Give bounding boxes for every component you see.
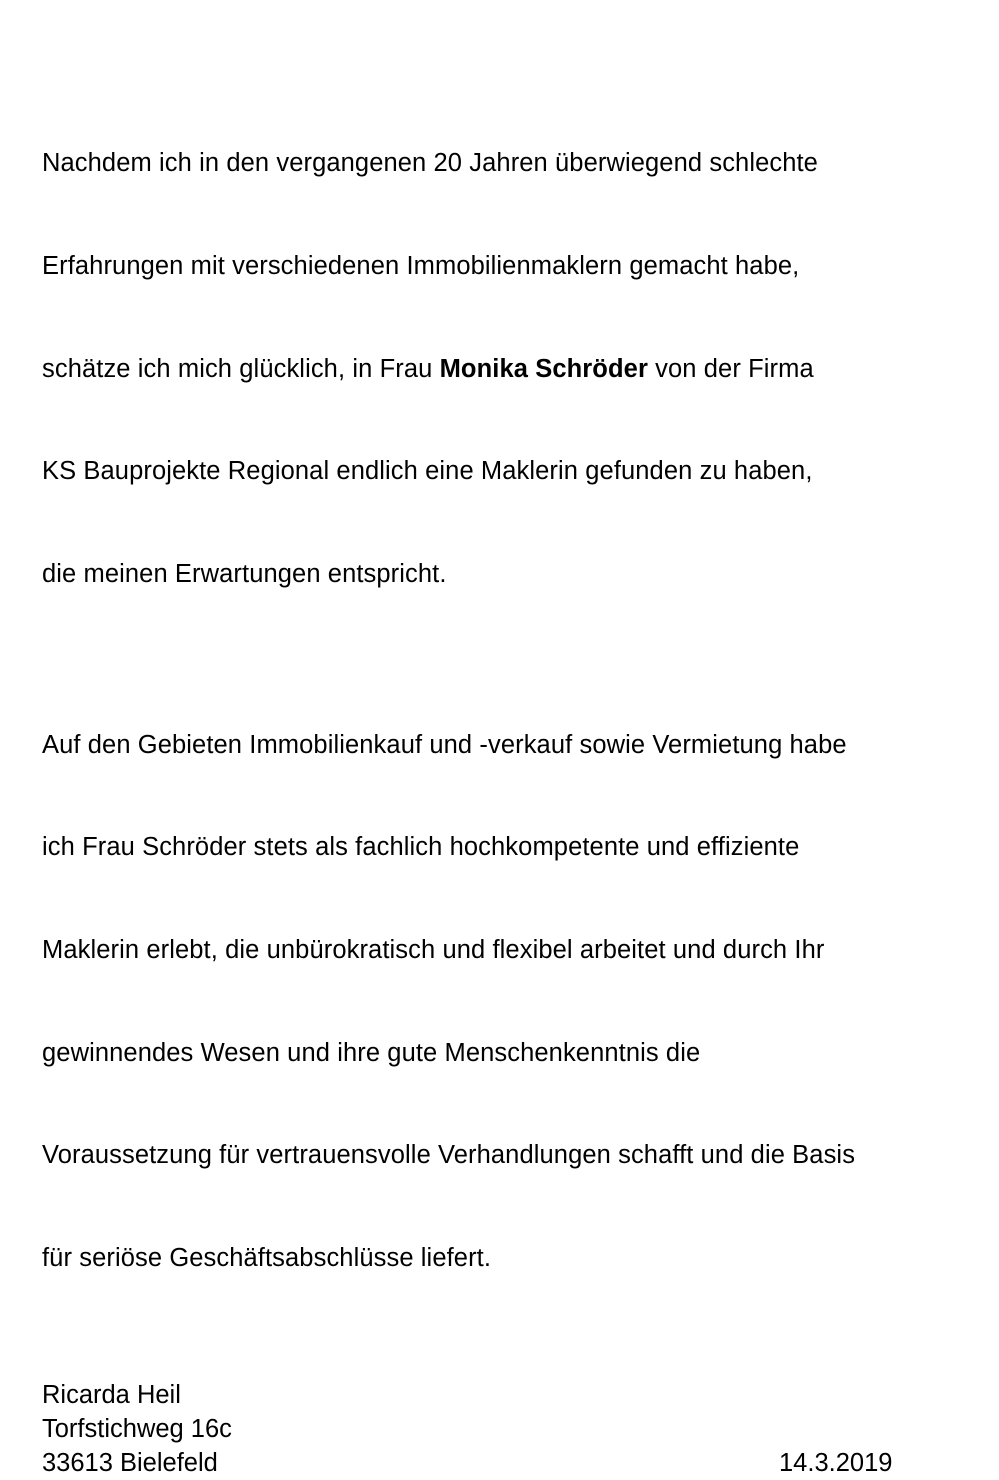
- paragraph2-line-2: ich Frau Schröder stets als fachlich hochkompetente und effiziente: [42, 833, 800, 862]
- paragraph1-line-3-after: von der Firma: [647, 354, 814, 383]
- document-body: [42, 78, 982, 1480]
- paragraph2-line-5: Voraussetzung für vertrauensvolle Verhandlungen schafft und die Basis: [42, 1141, 856, 1170]
- paragraph1-line-3: [42, 352, 982, 386]
- paragraph2-line-1: Auf den Gebieten Immobilienkauf und -verkauf sowie Vermietung habe: [42, 730, 847, 759]
- paragraph-recommendation-detail: [42, 659, 982, 1343]
- paragraph2-line-3: Maklerin erlebt, die unbürokratisch und flexibel arbeitet und durch Ihr: [42, 936, 825, 965]
- paragraph1-line-2: Erfahrungen mit verschiedenen Immobilienmaklern gemacht habe,: [42, 252, 800, 281]
- signature-block: [42, 1378, 982, 1480]
- signature-name: Ricarda Heil: [42, 1380, 181, 1409]
- paragraph1-line-5: die meinen Erwartungen entspricht.: [42, 559, 447, 588]
- paragraph2-line-4: gewinnendes Wesen und ihre gute Menschenkenntnis die: [42, 1038, 701, 1067]
- paragraph-recommendation-intro: [42, 78, 982, 659]
- paragraph1-line-4: KS Bauprojekte Regional endlich eine Maklerin gefunden zu haben,: [42, 457, 813, 486]
- signature-city: 33613 Bielefeld: [42, 1448, 218, 1477]
- agent-name: Monika Schröder: [439, 354, 648, 383]
- paragraph-spacer: [42, 1344, 982, 1378]
- paragraph1-line-1: Nachdem ich in den vergangenen 20 Jahren überwiegend schlechte: [42, 149, 818, 178]
- paragraph1-line-3-before: schätze ich mich glücklich, in Frau: [42, 354, 440, 383]
- signature-street: Torfstichweg 16c: [42, 1414, 232, 1443]
- paragraph2-line-6: für seriöse Geschäftsabschlüsse liefert.: [42, 1243, 492, 1272]
- signature-date: 14.3.2019: [779, 1448, 893, 1477]
- signature-city-line: [42, 1446, 982, 1480]
